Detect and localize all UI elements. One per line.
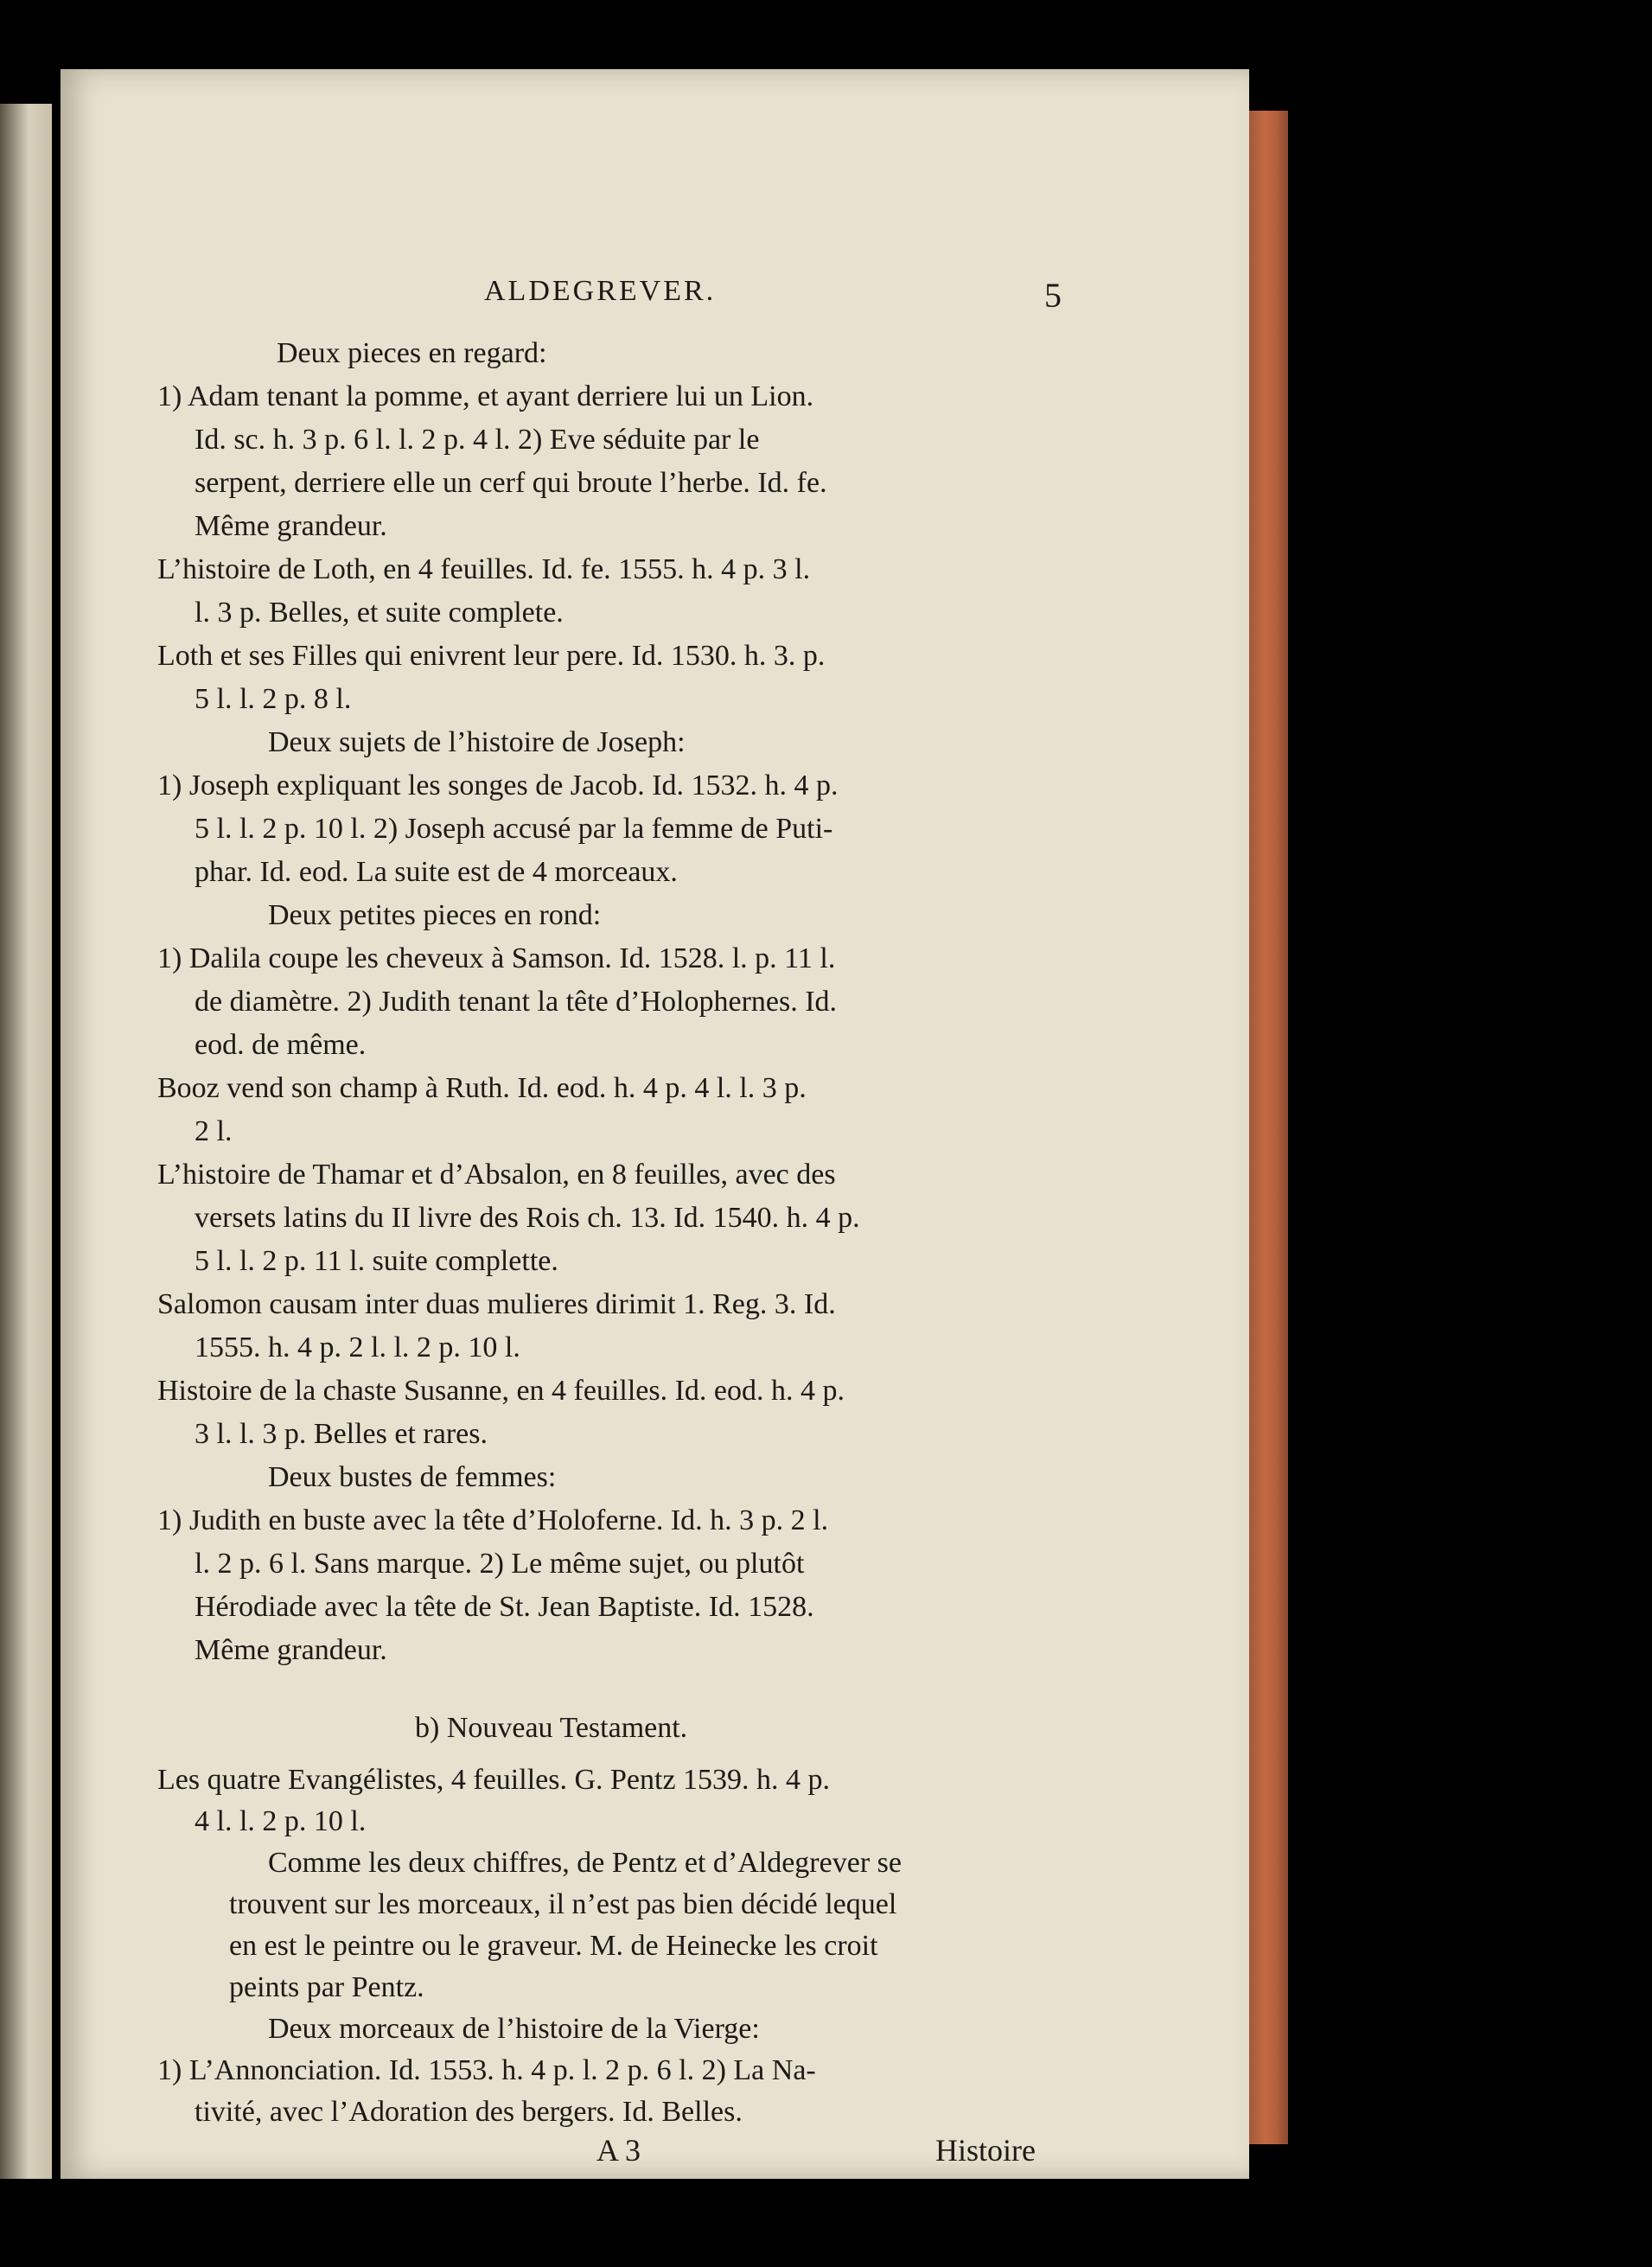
left-page-edge xyxy=(0,104,52,2179)
text-line: 3 l. l. 3 p. Belles et rares. xyxy=(195,1418,488,1450)
text-line: Même grandeur. xyxy=(195,1634,387,1666)
text-line: 5 l. l. 2 p. 8 l. xyxy=(195,683,352,715)
text-line: 1) Dalila coupe les cheveux à Samson. Id. 1528. l. p. 11 l. xyxy=(157,942,836,974)
text-line: phar. Id. eod. La suite est de 4 morceaux. xyxy=(195,856,678,888)
text-line: Deux pieces en regard: xyxy=(277,337,547,369)
text-line: trouvent sur les morceaux, il n’est pas bien décidé lequel xyxy=(229,1888,897,1920)
text-line: Deux sujets de l’histoire de Joseph: xyxy=(268,726,686,758)
text-line: tivité, avec l’Adoration des bergers. Id. Belles. xyxy=(195,2096,743,2128)
catchword: Histoire xyxy=(935,2133,1036,2168)
text-line: Deux bustes de femmes: xyxy=(268,1461,557,1493)
text-line: 1) Joseph expliquant les songes de Jacob. Id. 1532. h. 4 p. xyxy=(157,770,839,801)
text-line: l. 2 p. 6 l. Sans marque. 2) Le même sujet, ou plutôt xyxy=(195,1548,805,1580)
text-line: Salomon causam inter duas mulieres dirimit 1. Reg. 3. Id. xyxy=(157,1288,836,1320)
text-line: Loth et ses Filles qui enivrent leur pere. Id. 1530. h. 3. p. xyxy=(157,640,826,672)
text-line: peints par Pentz. xyxy=(229,1971,424,2003)
running-title: ALDEGREVER. xyxy=(484,275,717,307)
text-line: Hérodiade avec la tête de St. Jean Baptiste. Id. 1528. xyxy=(195,1591,814,1623)
text-line: 1555. h. 4 p. 2 l. l. 2 p. 10 l. xyxy=(195,1331,520,1363)
text-line: 2 l. xyxy=(195,1115,233,1147)
text-line: eod. de même. xyxy=(195,1029,367,1061)
text-line: Même grandeur. xyxy=(195,510,387,542)
text-line: L’histoire de Thamar et d’Absalon, en 8 feuilles, avec des xyxy=(157,1159,836,1191)
text-line: L’histoire de Loth, en 4 feuilles. Id. fe. 1555. h. 4 p. 3 l. xyxy=(157,553,811,585)
text-line: Deux morceaux de l’histoire de la Vierge: xyxy=(268,2013,760,2045)
text-line: de diamètre. 2) Judith tenant la tête d’Holophernes. Id. xyxy=(195,986,838,1018)
text-line: l. 3 p. Belles, et suite complete. xyxy=(195,597,564,629)
text-line: serpent, derriere elle un cerf qui broute l’herbe. Id. fe. xyxy=(195,467,827,499)
text-line: 1) Judith en buste avec la tête d’Holoferne. Id. h. 3 p. 2 l. xyxy=(157,1504,829,1536)
text-line: 5 l. l. 2 p. 11 l. suite complette. xyxy=(195,1245,558,1277)
text-line: Deux petites pieces en rond: xyxy=(268,899,602,931)
text-line: Booz vend son champ à Ruth. Id. eod. h. 4 p. 4 l. l. 3 p. xyxy=(157,1072,807,1104)
text-line: 5 l. l. 2 p. 10 l. 2) Joseph accusé par la femme de Puti- xyxy=(195,813,833,845)
text-line: 4 l. l. 2 p. 10 l. xyxy=(195,1805,367,1837)
text-line: Id. sc. h. 3 p. 6 l. l. 2 p. 4 l. 2) Eve séduite par le xyxy=(195,424,760,456)
text-line: en est le peintre ou le graveur. M. de Heinecke les croit xyxy=(229,1930,878,1962)
text-line: versets latins du II livre des Rois ch. 13. Id. 1540. h. 4 p. xyxy=(195,1202,860,1234)
signature-mark: A 3 xyxy=(596,2133,641,2168)
page-fore-edge xyxy=(1249,111,1288,2144)
page-number: 5 xyxy=(1044,276,1062,315)
section-heading: b) Nouveau Testament. xyxy=(415,1712,688,1744)
text-line: 1) Adam tenant la pomme, et ayant derriere lui un Lion. xyxy=(157,380,814,412)
text-line: Comme les deux chiffres, de Pentz et d’Aldegrever se xyxy=(268,1847,902,1879)
text-line: Histoire de la chaste Susanne, en 4 feuilles. Id. eod. h. 4 p. xyxy=(157,1375,845,1407)
text-line: Les quatre Evangélistes, 4 feuilles. G. Pentz 1539. h. 4 p. xyxy=(157,1764,831,1796)
text-line: 1) L’Annonciation. Id. 1553. h. 4 p. l. 2 p. 6 l. 2) La Na- xyxy=(157,2054,816,2086)
